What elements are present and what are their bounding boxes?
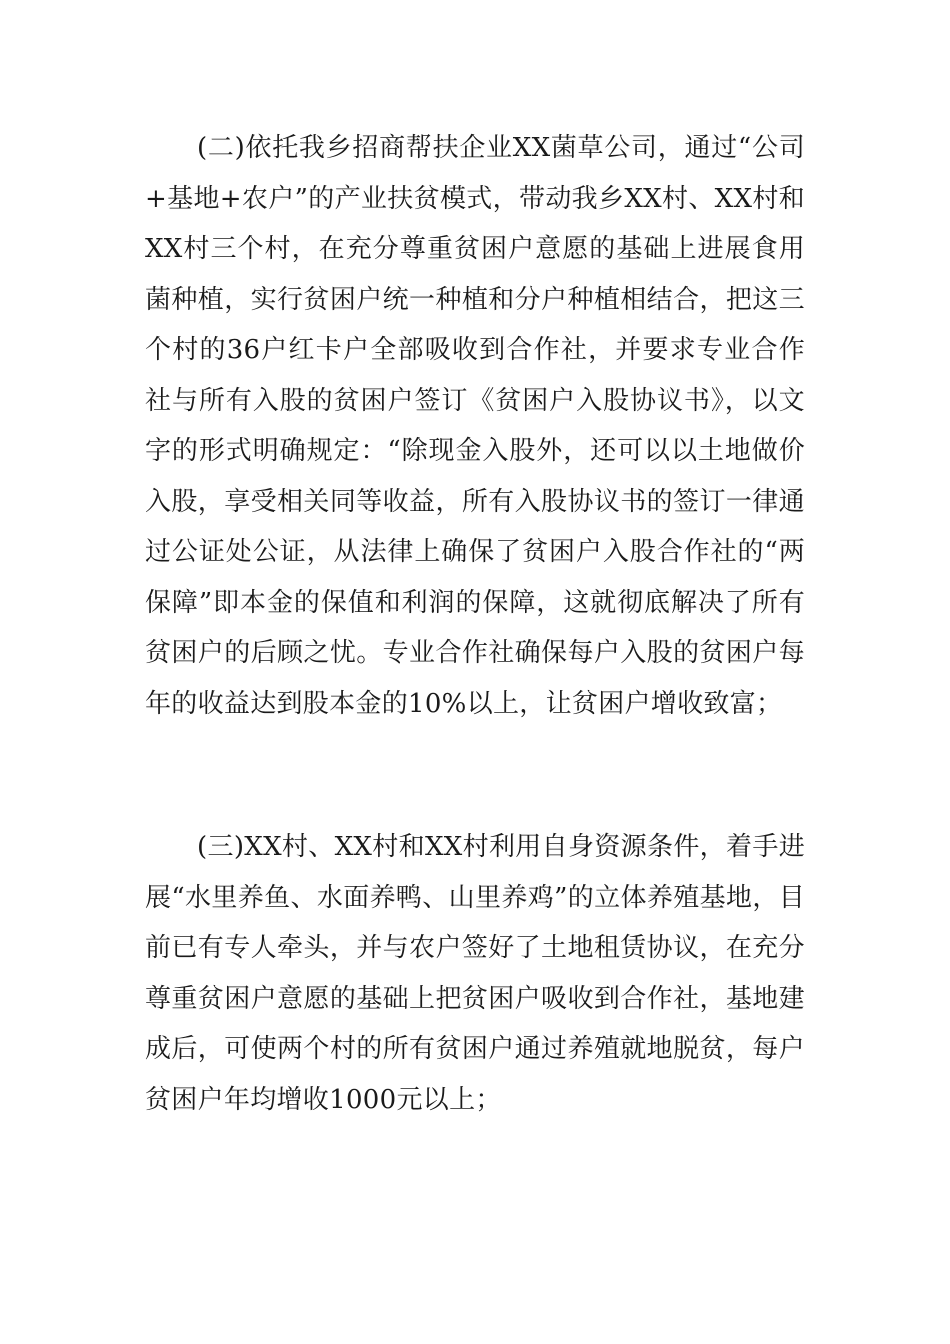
- paragraph-section-three: (三)XX村、XX村和XX村利用自身资源条件，着手进展“水里养鱼、水面养鸭、山里养鸡”的立体养殖基地，目前已有专人牵头，并与农户签好了土地租赁协议，在充分尊重贫困户意愿的基础上把贫困户吸收到合作社，基地建成后，可使两个村的所有贫困户通过养殖就地脱贫，每户贫困户年均增收1000元以上；: [145, 832, 805, 1115]
- paragraph-section-two: (二)依托我乡招商帮扶企业XX菌草公司，通过“公司+基地+农户”的产业扶贫模式，带动我乡XX村、XX村和XX村三个村，在充分尊重贫困户意愿的基础上进展食用菌种植，实行贫困户统一种植和分户种植相结合，把这三个村的36户红卡户全部吸收到合作社，并要求专业合作社与所有入股的贫困户签订《贫困户入股协议书》，以文字的形式明确规定：“除现金入股外，还可以以土地做价入股，享受相关同等收益，所有入股协议书的签订一律通过公证处公证，从法律上确保了贫困户入股合作社的“两保障”即本金的保值和利润的保障，这就彻底解决了所有贫困户的后顾之忧。专业合作社确保每户入股的贫困户每年的收益达到股本金的10%以上，让贫困户增收致富；: [145, 133, 805, 719]
